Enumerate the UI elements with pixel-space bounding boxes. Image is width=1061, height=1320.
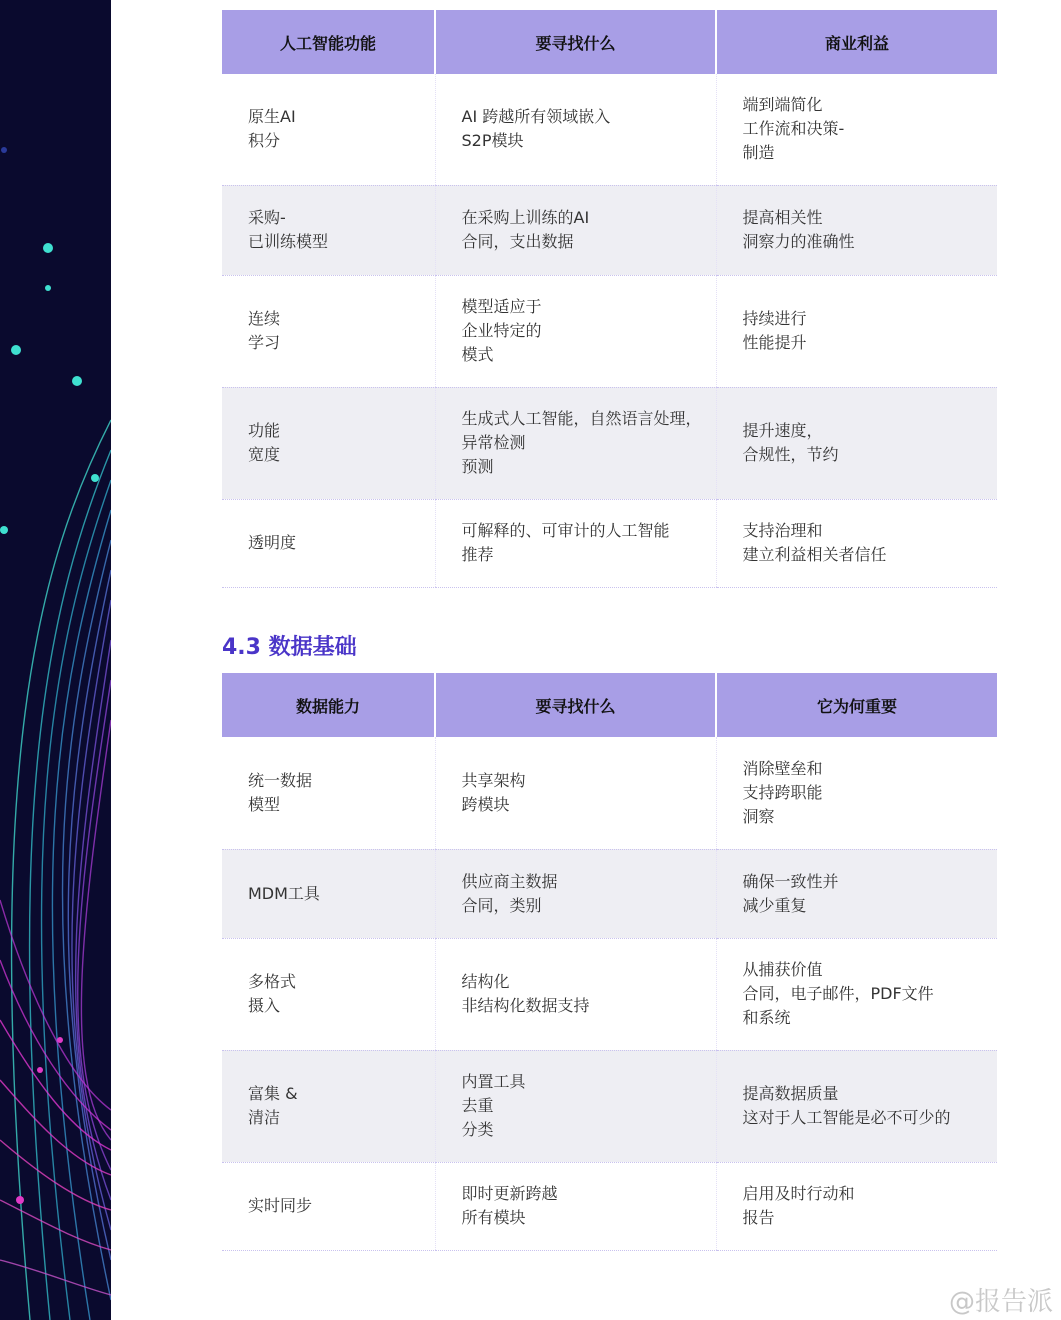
- table-row: [222, 737, 997, 849]
- table-cell: 多格式 摄入: [222, 938, 435, 1050]
- table-row: [222, 499, 997, 587]
- data-foundation-table: [222, 673, 997, 1251]
- ai-capabilities-table: [222, 10, 997, 588]
- table-cell: 供应商主数据 合同，类别: [435, 849, 716, 938]
- table-cell: 采购- 已训练模型: [222, 185, 435, 275]
- table-cell: 原生AI 积分: [222, 74, 435, 185]
- table-cell: 可解释的、可审计的人工智能 推荐: [435, 499, 716, 587]
- table-header-row: [222, 673, 997, 737]
- table-cell: 结构化 非结构化数据支持: [435, 938, 716, 1050]
- table-cell: 提高数据质量 这对于人工智能是必不可少的: [716, 1050, 997, 1162]
- table-cell: 功能 宽度: [222, 387, 435, 499]
- table-cell: 实时同步: [222, 1162, 435, 1250]
- table-cell: 从捕获价值 合同，电子邮件，PDF文件 和系统: [716, 938, 997, 1050]
- table-cell: 持续进行 性能提升: [716, 275, 997, 387]
- table-row: [222, 387, 997, 499]
- table-cell: AI 跨越所有领域嵌入 S2P模块: [435, 74, 716, 185]
- section-title: 4.3 数据基础: [222, 635, 357, 660]
- table-row: [222, 1162, 997, 1250]
- table-row: [222, 275, 997, 387]
- table-cell: 即时更新跨越 所有模块: [435, 1162, 716, 1250]
- col-header-business-benefit: 商业利益: [716, 10, 997, 74]
- table-cell: 富集 & 清洁: [222, 1050, 435, 1162]
- col-header-what-to-look-for: 要寻找什么: [435, 673, 716, 737]
- table-cell: 连续 学习: [222, 275, 435, 387]
- table-cell: 在采购上训练的AI 合同，支出数据: [435, 185, 716, 275]
- table-row: [222, 1050, 997, 1162]
- table-row: [222, 74, 997, 185]
- col-header-ai-capability: 人工智能功能: [222, 10, 435, 74]
- table-cell: 提升速度， 合规性，节约: [716, 387, 997, 499]
- table-cell: 确保一致性并 减少重复: [716, 849, 997, 938]
- table-cell: 模型适应于 企业特定的 模式: [435, 275, 716, 387]
- abstract-lines-graphic: [0, 0, 111, 1320]
- table-cell: 统一数据 模型: [222, 737, 435, 849]
- col-header-what-to-look-for: 要寻找什么: [435, 10, 716, 74]
- table-cell: 端到端简化 工作流和决策- 制造: [716, 74, 997, 185]
- table-row: [222, 185, 997, 275]
- table-row: [222, 938, 997, 1050]
- table-cell: 消除壁垒和 支持跨职能 洞察: [716, 737, 997, 849]
- table-cell: 启用及时行动和 报告: [716, 1162, 997, 1250]
- table-row: [222, 849, 997, 938]
- table-cell: 生成式人工智能，自然语言处理， 异常检测 预测: [435, 387, 716, 499]
- col-header-data-capability: 数据能力: [222, 673, 435, 737]
- watermark: @报告派: [948, 1287, 1053, 1317]
- table-cell: 支持治理和 建立利益相关者信任: [716, 499, 997, 587]
- table-cell: 提高相关性 洞察力的准确性: [716, 185, 997, 275]
- decorative-sidebar: [0, 0, 111, 1320]
- table-cell: MDM工具: [222, 849, 435, 938]
- col-header-why-it-matters: 它为何重要: [716, 673, 997, 737]
- table-cell: 透明度: [222, 499, 435, 587]
- table-header-row: [222, 10, 997, 74]
- table-cell: 共享架构 跨模块: [435, 737, 716, 849]
- table-cell: 内置工具 去重 分类: [435, 1050, 716, 1162]
